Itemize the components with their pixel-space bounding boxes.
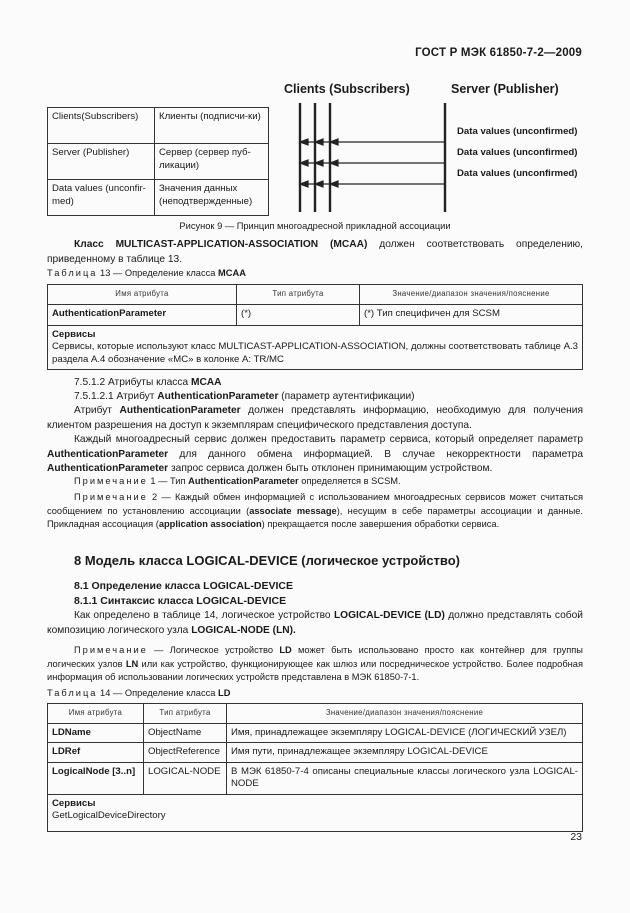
column-header: Имя атрибута (48, 285, 237, 305)
subsection-title: 8.1 Определение класса LOGICAL-DEVICE (74, 580, 293, 592)
arrow-label: Data values (unconfirmed) (457, 168, 578, 179)
server-heading: Server (Publisher) (451, 82, 559, 96)
table-row (48, 743, 583, 763)
legend-translation: Сервер (сервер пуб-ликации) (155, 144, 269, 180)
attribute-value: Имя пути, принадлежащее экземпляру LOGICAL-DEVICE (227, 743, 583, 763)
table-row (48, 180, 269, 216)
legend-term: Server (Publisher) (48, 144, 155, 180)
legend-term: Clients(Subscribers) (48, 108, 155, 144)
services-cell (48, 794, 583, 831)
note: Примечание 2 — Каждый обмен информацией с использованием многоадресных сервисов может считаться сообщением по установлению ассоциации (associate message), несущим в себе параметры ассоциации и данные. Прикладная ассоциация (application association) прекращается после завершения обработки сервиса. (47, 492, 584, 529)
table-header-row (48, 704, 583, 724)
table-row (48, 723, 583, 743)
table13-caption: Таблица 13 — Определение класса MCAA (47, 268, 246, 278)
attribute-name: AuthenticationParameter (48, 304, 237, 325)
section-heading: 7.5.1.2 Атрибуты класса MCAA (74, 377, 222, 388)
clients-heading: Clients (Subscribers) (284, 82, 410, 96)
legend-table (47, 107, 269, 216)
table-row (48, 108, 269, 144)
table-row (48, 304, 583, 325)
table-row (48, 144, 269, 180)
services-cell (48, 325, 583, 370)
multicast-diagram (290, 100, 460, 215)
column-header: Тип атрибута (144, 704, 227, 724)
note: Примечание — Логическое устройство LD может быть использовано просто как контейнер для группы логических узлов LN или как устройство, функционирующее как шлюз или посредническое устройство. Более подробная информация об использовании логических устройств представлена в МЭК 61850-7-1. (47, 645, 583, 682)
services-text: GetLogicalDeviceDirectory (52, 810, 166, 821)
attribute-type: ObjectReference (144, 743, 227, 763)
section-title: 8 Модель класса LOGICAL-DEVICE (логическое устройство) (74, 553, 461, 568)
column-header: Значение/диапазон значения/пояснение (227, 704, 583, 724)
legend-translation: Клиенты (подписчи-ки) (155, 108, 269, 144)
subsection-title: 8.1.1 Синтаксис класса LOGICAL-DEVICE (74, 595, 287, 607)
paragraph: Атрибут AuthenticationParameter должен представлять информацию, необходимую для получения клиентом разрешения на доступ к экземплярам специфического представления доступа. (47, 405, 584, 431)
attribute-type: ObjectName (144, 723, 227, 743)
arrow-label: Data values (unconfirmed) (457, 126, 578, 137)
table13 (47, 284, 583, 370)
attribute-value: (*) Тип специфичен для SCSM (360, 304, 583, 325)
legend-translation: Значения данных (неподтвержденные) (155, 180, 269, 216)
figure-caption: Рисунок 9 — Принцип многоадресной прикладной ассоциации (179, 221, 451, 231)
table-row (48, 794, 583, 831)
arrow-label: Data values (unconfirmed) (457, 147, 578, 158)
intro-paragraph: Класс MULTICAST-APPLICATION-ASSOCIATION (MCAA) должен соответствовать определению, приведенному в таблице 13. (47, 239, 583, 265)
paragraph: Каждый многоадресный сервис должен предоставить параметр сервиса, который определяет параметр AuthenticationParameter для данного обмена информацией. В случае некорректности параметра AuthenticationParameter запрос сервиса должен быть отклонен принимающим устройством. (47, 434, 583, 474)
table14-caption: Таблица 14 — Определение класса LD (47, 688, 231, 698)
attribute-value: Имя, принадлежащее экземпляру LOGICAL-DEVICE (ЛОГИЧЕСКИЙ УЗЕЛ) (227, 723, 583, 743)
column-header: Тип атрибута (237, 285, 360, 305)
attribute-value: В МЭК 61850-7-4 описаны специальные классы логического узла LOGICAL-NODE (227, 762, 583, 794)
paragraph: Как определено в таблице 14, логическое устройство LOGICAL-DEVICE (LD) должно представлять собой композицию логического узла LOGICAL-NODE (LN). (47, 610, 583, 636)
column-header: Имя атрибута (48, 704, 144, 724)
page-number: 23 (570, 831, 582, 843)
attribute-type: (*) (237, 304, 360, 325)
section-heading: 7.5.1.2.1 Атрибут AuthenticationParameter (параметр аутентификации) (74, 391, 415, 402)
attribute-name: LDRef (48, 743, 144, 763)
attribute-name: LDName (48, 723, 144, 743)
table-header-row (48, 285, 583, 305)
attribute-name: LogicalNode [3..n] (48, 762, 144, 794)
table-row (48, 762, 583, 794)
attribute-type: LOGICAL-NODE (144, 762, 227, 794)
standard-header: ГОСТ Р МЭК 61850-7-2—2009 (415, 47, 582, 59)
table14 (47, 703, 583, 832)
services-title: Сервисы (52, 797, 96, 809)
services-text: Сервисы, которые используют класс MULTICAST-APPLICATION-ASSOCIATION, должны соответствовать таблице А.3 раздела А.4 обозначение «MC» в колонке A: TR/MC (52, 341, 578, 365)
note: Примечание 1 — Тип AuthenticationParameter определяется в SCSM. (74, 476, 401, 486)
table-row (48, 325, 583, 370)
legend-term: Data values (unconfir-med) (48, 180, 155, 216)
column-header: Значение/диапазон значения/пояснение (360, 285, 583, 305)
services-title: Сервисы (52, 328, 96, 340)
